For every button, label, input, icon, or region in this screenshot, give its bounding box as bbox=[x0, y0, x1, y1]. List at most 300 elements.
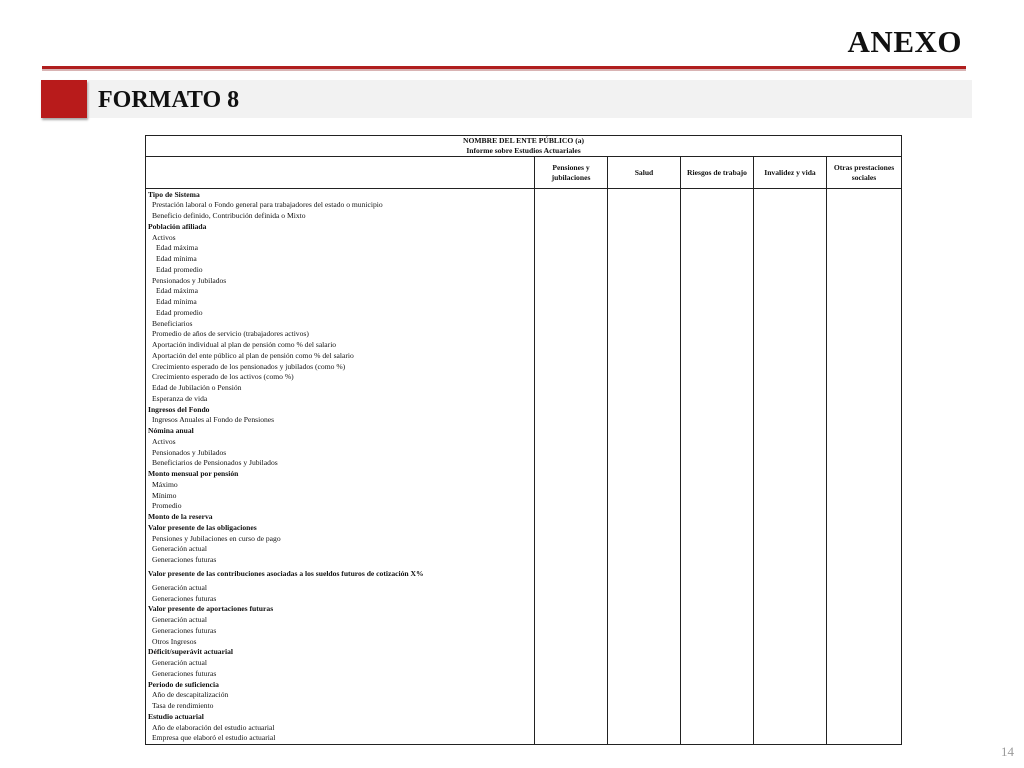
row-label: Pensionados y Jubilados bbox=[146, 275, 535, 286]
row-label: Edad máxima bbox=[146, 286, 535, 297]
value-cell bbox=[608, 512, 681, 523]
column-header: Otras prestaciones sociales bbox=[827, 157, 902, 189]
value-cell bbox=[608, 566, 681, 583]
table-row bbox=[146, 533, 902, 544]
value-cell bbox=[754, 615, 827, 626]
value-cell bbox=[681, 615, 754, 626]
value-cell bbox=[681, 340, 754, 351]
value-cell bbox=[681, 701, 754, 712]
row-label: Edad mínima bbox=[146, 297, 535, 308]
row-label: Edad promedio bbox=[146, 265, 535, 276]
value-cell bbox=[608, 447, 681, 458]
value-cell bbox=[681, 647, 754, 658]
value-cell bbox=[681, 232, 754, 243]
row-label: Activos bbox=[146, 437, 535, 448]
value-cell bbox=[535, 426, 608, 437]
value-cell bbox=[681, 308, 754, 319]
value-cell bbox=[608, 351, 681, 362]
section-row bbox=[146, 604, 902, 615]
value-cell bbox=[827, 308, 902, 319]
value-cell bbox=[754, 200, 827, 211]
row-label: Generaciones futuras bbox=[146, 669, 535, 680]
value-cell bbox=[827, 340, 902, 351]
value-cell bbox=[754, 512, 827, 523]
section-row bbox=[146, 712, 902, 723]
value-cell bbox=[827, 583, 902, 594]
value-cell bbox=[535, 254, 608, 265]
value-cell bbox=[754, 232, 827, 243]
value-cell bbox=[754, 636, 827, 647]
value-cell bbox=[535, 351, 608, 362]
section-row bbox=[146, 679, 902, 690]
value-cell bbox=[681, 361, 754, 372]
value-cell bbox=[681, 712, 754, 723]
row-label: Año de elaboración del estudio actuarial bbox=[146, 722, 535, 733]
value-cell bbox=[608, 211, 681, 222]
value-cell bbox=[754, 447, 827, 458]
value-cell bbox=[754, 690, 827, 701]
value-cell bbox=[754, 626, 827, 637]
value-cell bbox=[754, 340, 827, 351]
value-cell bbox=[681, 690, 754, 701]
value-cell bbox=[535, 490, 608, 501]
value-cell bbox=[608, 394, 681, 405]
value-cell bbox=[754, 222, 827, 233]
row-label: Generaciones futuras bbox=[146, 555, 535, 566]
value-cell bbox=[827, 297, 902, 308]
value-cell bbox=[827, 523, 902, 534]
row-label: Edad de Jubilación o Pensión bbox=[146, 383, 535, 394]
row-label: Crecimiento esperado de los activos (como %) bbox=[146, 372, 535, 383]
value-cell bbox=[681, 329, 754, 340]
value-cell bbox=[608, 544, 681, 555]
section-row bbox=[146, 222, 902, 233]
value-cell bbox=[754, 189, 827, 200]
value-cell bbox=[535, 275, 608, 286]
column-header-row bbox=[146, 157, 902, 189]
value-cell bbox=[535, 615, 608, 626]
table-row bbox=[146, 701, 902, 712]
value-cell bbox=[535, 243, 608, 254]
value-cell bbox=[608, 275, 681, 286]
value-cell bbox=[681, 254, 754, 265]
page-number: 14 bbox=[1001, 744, 1014, 759]
value-cell bbox=[608, 222, 681, 233]
value-cell bbox=[681, 722, 754, 733]
value-cell bbox=[754, 275, 827, 286]
value-cell bbox=[827, 394, 902, 405]
value-cell bbox=[608, 533, 681, 544]
value-cell bbox=[535, 200, 608, 211]
concept-header bbox=[146, 157, 535, 189]
value-cell bbox=[681, 490, 754, 501]
value-cell bbox=[827, 566, 902, 583]
column-header: Riesgos de trabajo bbox=[681, 157, 754, 189]
value-cell bbox=[827, 275, 902, 286]
row-label: Prestación laboral o Fondo general para trabajadores del estado o municipio bbox=[146, 200, 535, 211]
value-cell bbox=[827, 243, 902, 254]
value-cell bbox=[535, 265, 608, 276]
row-label: Generación actual bbox=[146, 583, 535, 594]
value-cell bbox=[827, 383, 902, 394]
value-cell bbox=[608, 265, 681, 276]
table-row bbox=[146, 658, 902, 669]
value-cell bbox=[681, 275, 754, 286]
table-row bbox=[146, 372, 902, 383]
value-cell bbox=[681, 383, 754, 394]
value-cell bbox=[754, 658, 827, 669]
row-label: Esperanza de vida bbox=[146, 394, 535, 405]
value-cell bbox=[535, 501, 608, 512]
value-cell bbox=[608, 626, 681, 637]
table-row bbox=[146, 318, 902, 329]
value-cell bbox=[535, 415, 608, 426]
value-cell bbox=[754, 722, 827, 733]
value-cell bbox=[827, 222, 902, 233]
value-cell bbox=[827, 189, 902, 200]
value-cell bbox=[608, 712, 681, 723]
value-cell bbox=[608, 308, 681, 319]
value-cell bbox=[608, 437, 681, 448]
value-cell bbox=[535, 372, 608, 383]
table-row bbox=[146, 232, 902, 243]
value-cell bbox=[535, 469, 608, 480]
value-cell bbox=[827, 329, 902, 340]
value-cell bbox=[754, 243, 827, 254]
table-row bbox=[146, 243, 902, 254]
table-row bbox=[146, 383, 902, 394]
section-row bbox=[146, 647, 902, 658]
value-cell bbox=[754, 679, 827, 690]
row-label: Crecimiento esperado de los pensionados y jubilados (como %) bbox=[146, 361, 535, 372]
table-row bbox=[146, 211, 902, 222]
value-cell bbox=[754, 297, 827, 308]
value-cell bbox=[827, 604, 902, 615]
value-cell bbox=[608, 658, 681, 669]
value-cell bbox=[827, 318, 902, 329]
row-label: Monto mensual por pensión bbox=[146, 469, 535, 480]
value-cell bbox=[608, 232, 681, 243]
table-row bbox=[146, 340, 902, 351]
value-cell bbox=[535, 318, 608, 329]
row-label: Activos bbox=[146, 232, 535, 243]
value-cell bbox=[681, 372, 754, 383]
value-cell bbox=[681, 415, 754, 426]
value-cell bbox=[535, 404, 608, 415]
table-row bbox=[146, 437, 902, 448]
value-cell bbox=[608, 189, 681, 200]
value-cell bbox=[681, 286, 754, 297]
value-cell bbox=[608, 243, 681, 254]
value-cell bbox=[681, 394, 754, 405]
row-label: Edad mínima bbox=[146, 254, 535, 265]
value-cell bbox=[754, 372, 827, 383]
row-label: Ingresos del Fondo bbox=[146, 404, 535, 415]
value-cell bbox=[608, 523, 681, 534]
row-label: Población afiliada bbox=[146, 222, 535, 233]
row-label: Aportación del ente público al plan de pensión como % del salario bbox=[146, 351, 535, 362]
section-title: FORMATO 8 bbox=[98, 87, 240, 113]
value-cell bbox=[535, 555, 608, 566]
table-row bbox=[146, 490, 902, 501]
value-cell bbox=[535, 232, 608, 243]
value-cell bbox=[681, 243, 754, 254]
value-cell bbox=[535, 189, 608, 200]
value-cell bbox=[608, 361, 681, 372]
value-cell bbox=[827, 351, 902, 362]
value-cell bbox=[535, 308, 608, 319]
row-label: Monto de la reserva bbox=[146, 512, 535, 523]
value-cell bbox=[681, 593, 754, 604]
value-cell bbox=[535, 593, 608, 604]
value-cell bbox=[535, 222, 608, 233]
value-cell bbox=[754, 254, 827, 265]
value-cell bbox=[681, 222, 754, 233]
table-row bbox=[146, 297, 902, 308]
report-name: Informe sobre Estudios Actuariales bbox=[466, 146, 581, 156]
value-cell bbox=[608, 555, 681, 566]
value-cell bbox=[608, 200, 681, 211]
value-cell bbox=[535, 647, 608, 658]
table-row bbox=[146, 501, 902, 512]
value-cell bbox=[535, 297, 608, 308]
table-row bbox=[146, 447, 902, 458]
value-cell bbox=[754, 383, 827, 394]
value-cell bbox=[535, 447, 608, 458]
value-cell bbox=[535, 733, 608, 744]
row-label: Valor presente de las contribuciones asociadas a los sueldos futuros de cotización X% bbox=[146, 566, 535, 583]
value-cell bbox=[754, 523, 827, 534]
value-cell bbox=[535, 512, 608, 523]
value-cell bbox=[535, 211, 608, 222]
value-cell bbox=[681, 566, 754, 583]
table-row bbox=[146, 733, 902, 744]
value-cell bbox=[827, 658, 902, 669]
value-cell bbox=[681, 469, 754, 480]
value-cell bbox=[535, 533, 608, 544]
value-cell bbox=[535, 636, 608, 647]
value-cell bbox=[681, 733, 754, 744]
value-cell bbox=[754, 458, 827, 469]
row-label: Tasa de rendimiento bbox=[146, 701, 535, 712]
anexo-title: ANEXO bbox=[847, 24, 962, 59]
row-label: Ingresos Anuales al Fondo de Pensiones bbox=[146, 415, 535, 426]
value-cell bbox=[754, 426, 827, 437]
value-cell bbox=[754, 701, 827, 712]
value-cell bbox=[827, 615, 902, 626]
value-cell bbox=[608, 426, 681, 437]
value-cell bbox=[681, 211, 754, 222]
value-cell bbox=[754, 501, 827, 512]
value-cell bbox=[608, 415, 681, 426]
section-row bbox=[146, 566, 902, 583]
table-row bbox=[146, 200, 902, 211]
value-cell bbox=[681, 437, 754, 448]
row-label: Periodo de suficiencia bbox=[146, 679, 535, 690]
table-row bbox=[146, 254, 902, 265]
row-label: Valor presente de aportaciones futuras bbox=[146, 604, 535, 615]
row-label: Déficit/superávit actuarial bbox=[146, 647, 535, 658]
value-cell bbox=[754, 265, 827, 276]
row-label: Empresa que elaboró el estudio actuarial bbox=[146, 733, 535, 744]
value-cell bbox=[608, 615, 681, 626]
value-cell bbox=[681, 265, 754, 276]
value-cell bbox=[681, 636, 754, 647]
value-cell bbox=[608, 647, 681, 658]
row-label: Pensiones y Jubilaciones en curso de pago bbox=[146, 533, 535, 544]
value-cell bbox=[535, 383, 608, 394]
value-cell bbox=[535, 658, 608, 669]
value-cell bbox=[754, 286, 827, 297]
column-header: Invalidez y vida bbox=[754, 157, 827, 189]
value-cell bbox=[827, 211, 902, 222]
table-row bbox=[146, 544, 902, 555]
value-cell bbox=[754, 394, 827, 405]
row-label: Beneficio definido, Contribución definida o Mixto bbox=[146, 211, 535, 222]
value-cell bbox=[827, 636, 902, 647]
value-cell bbox=[535, 480, 608, 491]
value-cell bbox=[608, 701, 681, 712]
value-cell bbox=[535, 583, 608, 594]
value-cell bbox=[535, 690, 608, 701]
value-cell bbox=[535, 329, 608, 340]
table-row bbox=[146, 329, 902, 340]
value-cell bbox=[681, 501, 754, 512]
value-cell bbox=[681, 533, 754, 544]
value-cell bbox=[827, 469, 902, 480]
value-cell bbox=[608, 286, 681, 297]
row-label: Edad máxima bbox=[146, 243, 535, 254]
value-cell bbox=[681, 200, 754, 211]
value-cell bbox=[827, 426, 902, 437]
table-row bbox=[146, 722, 902, 733]
value-cell bbox=[681, 626, 754, 637]
table-title bbox=[146, 136, 902, 157]
value-cell bbox=[754, 211, 827, 222]
value-cell bbox=[535, 679, 608, 690]
value-cell bbox=[754, 415, 827, 426]
value-cell bbox=[754, 308, 827, 319]
value-cell bbox=[608, 372, 681, 383]
value-cell bbox=[827, 647, 902, 658]
value-cell bbox=[827, 626, 902, 637]
table-row bbox=[146, 615, 902, 626]
row-label: Generaciones futuras bbox=[146, 593, 535, 604]
value-cell bbox=[535, 458, 608, 469]
section-row bbox=[146, 404, 902, 415]
value-cell bbox=[535, 701, 608, 712]
value-cell bbox=[754, 533, 827, 544]
title-rule-shadow bbox=[42, 69, 966, 71]
value-cell bbox=[827, 555, 902, 566]
value-cell bbox=[535, 394, 608, 405]
value-cell bbox=[681, 426, 754, 437]
column-header: Pensiones y jubilaciones bbox=[535, 157, 608, 189]
value-cell bbox=[535, 712, 608, 723]
value-cell bbox=[827, 372, 902, 383]
value-cell bbox=[681, 351, 754, 362]
table-row bbox=[146, 583, 902, 594]
value-cell bbox=[827, 593, 902, 604]
value-cell bbox=[535, 604, 608, 615]
value-cell bbox=[608, 329, 681, 340]
table-row bbox=[146, 275, 902, 286]
table-row bbox=[146, 669, 902, 680]
value-cell bbox=[608, 297, 681, 308]
table-row bbox=[146, 286, 902, 297]
row-label: Promedio bbox=[146, 501, 535, 512]
value-cell bbox=[608, 404, 681, 415]
table-row bbox=[146, 351, 902, 362]
value-cell bbox=[754, 566, 827, 583]
table-row bbox=[146, 458, 902, 469]
row-label: Aportación individual al plan de pensión como % del salario bbox=[146, 340, 535, 351]
value-cell bbox=[827, 286, 902, 297]
value-cell bbox=[827, 712, 902, 723]
value-cell bbox=[535, 523, 608, 534]
section-marker bbox=[41, 80, 87, 118]
value-cell bbox=[608, 636, 681, 647]
section-row bbox=[146, 469, 902, 480]
value-cell bbox=[681, 447, 754, 458]
value-cell bbox=[681, 669, 754, 680]
value-cell bbox=[681, 583, 754, 594]
value-cell bbox=[827, 679, 902, 690]
value-cell bbox=[827, 722, 902, 733]
value-cell bbox=[681, 318, 754, 329]
table-row bbox=[146, 593, 902, 604]
value-cell bbox=[535, 566, 608, 583]
value-cell bbox=[754, 733, 827, 744]
entity-name: NOMBRE DEL ENTE PÚBLICO (a) bbox=[462, 136, 585, 145]
value-cell bbox=[754, 329, 827, 340]
value-cell bbox=[754, 555, 827, 566]
actuarial-report-table bbox=[145, 135, 902, 745]
value-cell bbox=[535, 669, 608, 680]
value-cell bbox=[608, 583, 681, 594]
value-cell bbox=[827, 690, 902, 701]
table-row bbox=[146, 690, 902, 701]
value-cell bbox=[681, 297, 754, 308]
row-label: Beneficiarios de Pensionados y Jubilados bbox=[146, 458, 535, 469]
table-row bbox=[146, 626, 902, 637]
table-row bbox=[146, 636, 902, 647]
value-cell bbox=[827, 533, 902, 544]
value-cell bbox=[827, 733, 902, 744]
value-cell bbox=[608, 340, 681, 351]
value-cell bbox=[681, 189, 754, 200]
section-row bbox=[146, 426, 902, 437]
value-cell bbox=[608, 690, 681, 701]
value-cell bbox=[827, 544, 902, 555]
value-cell bbox=[827, 232, 902, 243]
value-cell bbox=[681, 658, 754, 669]
value-cell bbox=[827, 480, 902, 491]
table-row bbox=[146, 361, 902, 372]
table-title-row bbox=[146, 136, 902, 157]
value-cell bbox=[681, 544, 754, 555]
table-row bbox=[146, 480, 902, 491]
table-row bbox=[146, 415, 902, 426]
value-cell bbox=[681, 512, 754, 523]
row-label: Nómina anual bbox=[146, 426, 535, 437]
table-row bbox=[146, 394, 902, 405]
value-cell bbox=[608, 469, 681, 480]
value-cell bbox=[535, 544, 608, 555]
value-cell bbox=[754, 404, 827, 415]
value-cell bbox=[827, 458, 902, 469]
value-cell bbox=[754, 351, 827, 362]
